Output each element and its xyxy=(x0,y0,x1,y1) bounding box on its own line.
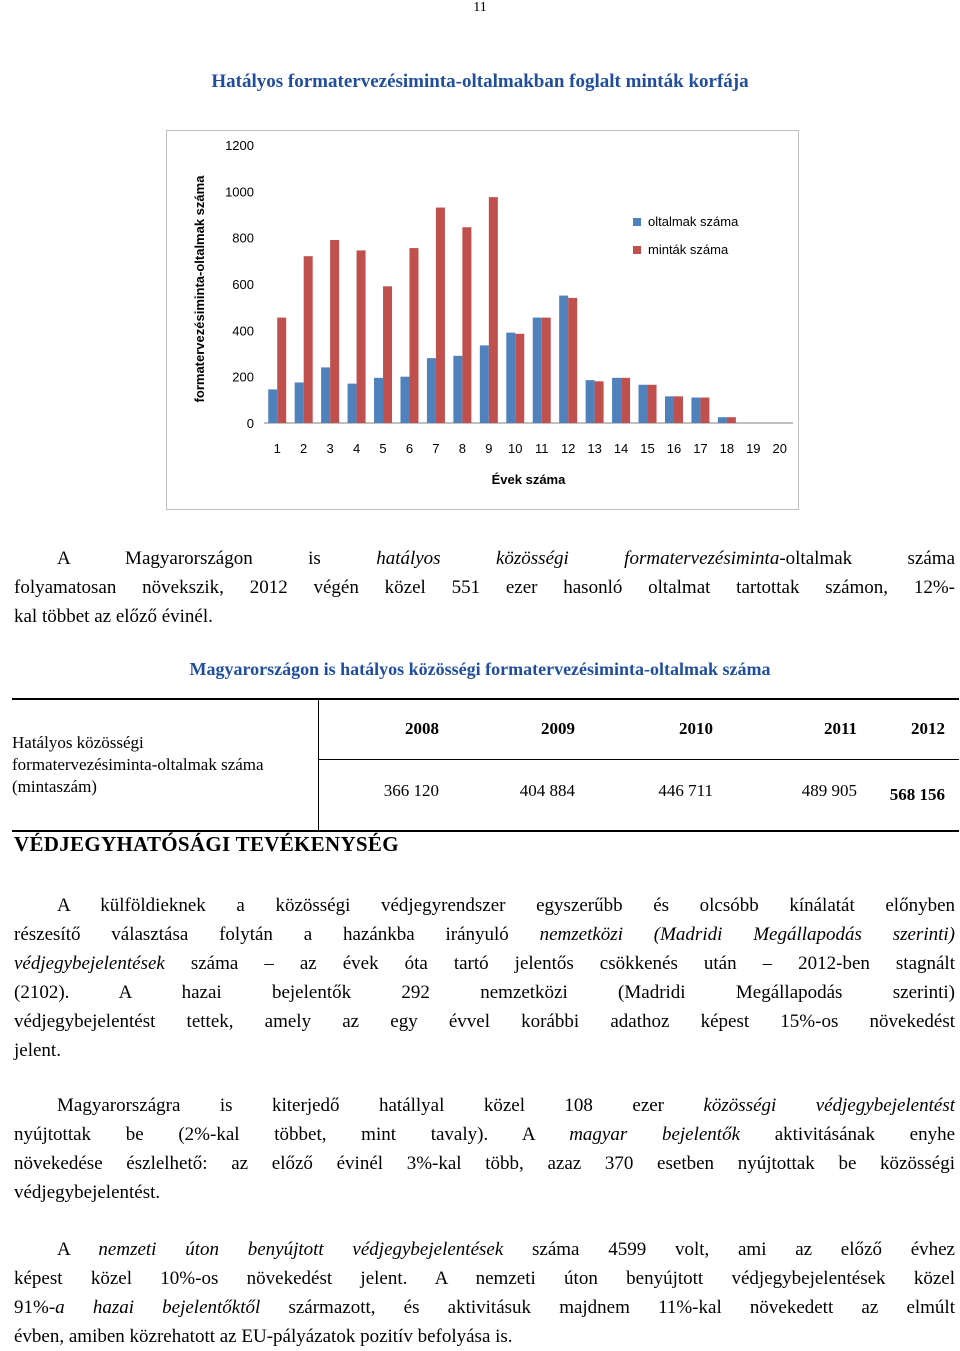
value-2012: 568 156 xyxy=(869,759,959,831)
x-tick-label: 1 xyxy=(273,441,281,456)
legend-label: minták száma xyxy=(648,242,729,257)
y-tick-label: 800 xyxy=(232,230,254,246)
bar-mintak xyxy=(727,417,736,423)
bar-oltalmak xyxy=(480,345,489,423)
paragraph-community-trademarks xyxy=(14,1091,955,1207)
paragraph-community-designs xyxy=(14,544,955,631)
italic-text: nemzeti úton benyújtott védjegybejelentések xyxy=(98,1239,504,1260)
label-line: formatervezésiminta-oltalmak száma xyxy=(12,755,264,774)
x-tick-label: 12 xyxy=(560,441,576,456)
x-tick-label: 8 xyxy=(458,441,466,456)
bar-mintak xyxy=(648,385,657,423)
legend-swatch xyxy=(633,218,641,226)
x-tick-label: 4 xyxy=(352,441,361,456)
y-tick-label: 0 xyxy=(246,416,254,431)
italic-text: védjegybejelentések xyxy=(14,953,165,974)
x-tick-label: 14 xyxy=(613,441,629,456)
bar-mintak xyxy=(330,240,339,423)
x-tick-label: 5 xyxy=(379,441,387,456)
x-tick-label: 15 xyxy=(640,441,655,456)
text: A xyxy=(57,1239,99,1260)
text-line: jelent. xyxy=(14,1040,61,1061)
bar-mintak xyxy=(542,318,551,423)
text-line: védjegybejelentést. xyxy=(14,1182,161,1203)
design-count-table xyxy=(12,698,959,832)
page-number: 11 xyxy=(473,0,487,15)
text-line: folyamatosan növekszik, 2012 végén közel 551 ezer hasonló oltalmat tartottak számon, 12%- xyxy=(14,577,955,598)
bar-oltalmak xyxy=(665,396,674,423)
table-title: Magyarországon is hatályos közösségi formatervezésiminta-oltalmak száma xyxy=(189,659,771,679)
bar-oltalmak xyxy=(533,318,542,423)
text-line: évben, amiben közrehatott az EU-pályázatok pozitív befolyása is. xyxy=(14,1326,513,1347)
value-2009: 404 884 xyxy=(447,759,583,831)
bar-oltalmak xyxy=(321,367,330,423)
value-2008: 366 120 xyxy=(319,759,448,831)
x-tick-label: 11 xyxy=(534,441,549,456)
text: nyújtottak be (2%-kal többet, mint tavaly). A xyxy=(14,1124,570,1145)
text: 91%- xyxy=(14,1297,56,1318)
bar-mintak xyxy=(489,197,498,423)
x-tick-label: 7 xyxy=(432,441,440,456)
x-axis-title: Évek száma xyxy=(491,472,566,487)
bar-mintak xyxy=(595,381,604,423)
x-tick-label: 10 xyxy=(508,441,523,456)
bar-oltalmak xyxy=(374,378,383,423)
bar-mintak xyxy=(436,208,445,423)
year-header-2008: 2008 xyxy=(319,699,448,759)
text: A Magyarországon is xyxy=(57,548,377,569)
bar-oltalmak xyxy=(586,380,595,423)
text: száma – az évek óta tartó jelentős csökkenés után – 2012-ben stagnált xyxy=(164,953,955,974)
x-tick-label: 19 xyxy=(746,441,761,456)
chart-frame xyxy=(166,130,799,510)
legend-label: oltalmak száma xyxy=(648,214,739,229)
value-2011: 489 905 xyxy=(727,759,869,831)
x-tick-label: 13 xyxy=(587,441,602,456)
text-line: kal többet az előző évinél. xyxy=(14,606,213,627)
text: A külföldieknek a közösségi védjegyrendszer egyszerűbb és olcsóbb kínálatát előnyben xyxy=(57,895,955,916)
year-header-2011: 2011 xyxy=(727,699,869,759)
bar-mintak xyxy=(462,227,471,423)
bar-oltalmak xyxy=(427,358,436,423)
table-row-label xyxy=(12,699,319,831)
y-tick-label: 400 xyxy=(232,323,254,339)
section-heading: VÉDJEGYHATÓSÁGI TEVÉKENYSÉG xyxy=(14,832,399,856)
chart-title: Hatályos formatervezésiminta-oltalmakban foglalt minták korfája xyxy=(211,71,749,92)
bar-oltalmak xyxy=(453,356,462,423)
year-header-2009: 2009 xyxy=(447,699,583,759)
bar-oltalmak xyxy=(612,378,621,423)
paragraph-national-trademarks xyxy=(14,1235,955,1351)
italic-text: közösségi védjegybejelentést xyxy=(703,1095,955,1116)
bar-mintak xyxy=(568,298,577,423)
paragraph-international-trademarks xyxy=(14,891,955,1065)
bar-oltalmak xyxy=(559,296,568,423)
label-line: Hatályos közösségi xyxy=(12,733,144,752)
bar-oltalmak xyxy=(506,333,515,423)
y-tick-label: 1200 xyxy=(225,138,254,153)
year-header-2012: 2012 xyxy=(869,699,959,759)
bar-mintak xyxy=(700,398,709,423)
bar-mintak xyxy=(515,334,524,423)
x-tick-label: 20 xyxy=(772,441,788,456)
x-tick-label: 6 xyxy=(405,441,414,456)
bar-oltalmak xyxy=(718,417,727,423)
x-tick-label: 9 xyxy=(485,441,493,456)
text-line: (2102). A hazai bejelentők 292 nemzetközi (Madridi Megállapodás szerinti) xyxy=(14,982,955,1003)
bar-mintak xyxy=(277,318,286,423)
italic-text: a hazai bejelentőktől xyxy=(55,1297,261,1318)
bar-mintak xyxy=(357,250,366,423)
value-2010: 446 711 xyxy=(583,759,727,831)
text-line: védjegybejelentést tettek, amely az egy évvel korábbi adathoz képest 15%-os növekedést xyxy=(14,1011,955,1032)
x-tick-label: 2 xyxy=(300,441,308,456)
text: aktivitásának enyhe xyxy=(740,1124,955,1145)
bar-mintak xyxy=(383,286,392,423)
bar-oltalmak xyxy=(268,389,277,423)
label-line: (mintaszám) xyxy=(12,777,97,796)
y-axis-title: formatervezésiminta-oltalmak száma xyxy=(192,175,207,403)
text: származott, és aktivitásuk majdnem 11%-kal növekedett az elmúlt xyxy=(260,1297,955,1318)
text: Magyarországra is kiterjedő hatállyal közel 108 ezer xyxy=(57,1095,704,1116)
bar-oltalmak xyxy=(295,382,304,423)
bar-chart xyxy=(167,131,800,511)
legend-swatch xyxy=(633,246,641,254)
y-tick-label: 200 xyxy=(232,369,254,385)
x-tick-label: 17 xyxy=(693,441,708,456)
bar-oltalmak xyxy=(691,398,700,423)
text: részesítő választása folytán a hazánkba irányuló xyxy=(14,924,540,945)
bar-mintak xyxy=(674,396,683,423)
text: -oltalmak száma xyxy=(779,548,955,569)
text-line: képest közel 10%-os növekedést jelent. A nemzeti úton benyújtott védjegybejelentések közel xyxy=(14,1268,955,1289)
text: száma 4599 volt, ami az előző évhez xyxy=(503,1239,955,1260)
bar-oltalmak xyxy=(348,384,357,423)
x-tick-label: 16 xyxy=(666,441,682,456)
text-line: növekedése észlelhető: az előző évinél 3%-kal több, azaz 370 esetben nyújtottak be közösségi xyxy=(14,1153,955,1174)
italic-text: magyar bejelentők xyxy=(569,1124,741,1145)
x-tick-label: 18 xyxy=(719,441,735,456)
bar-mintak xyxy=(409,248,418,423)
x-tick-label: 3 xyxy=(326,441,334,456)
italic-text: nemzetközi (Madridi Megállapodás szerinti) xyxy=(539,924,955,945)
year-header-2010: 2010 xyxy=(583,699,727,759)
y-tick-label: 1000 xyxy=(225,184,254,200)
italic-text: hatályos közösségi formatervezésiminta xyxy=(376,548,780,569)
y-tick-label: 600 xyxy=(232,277,254,292)
bar-oltalmak xyxy=(400,377,409,423)
bar-oltalmak xyxy=(639,385,648,423)
bar-mintak xyxy=(621,378,630,423)
bar-mintak xyxy=(304,256,313,423)
